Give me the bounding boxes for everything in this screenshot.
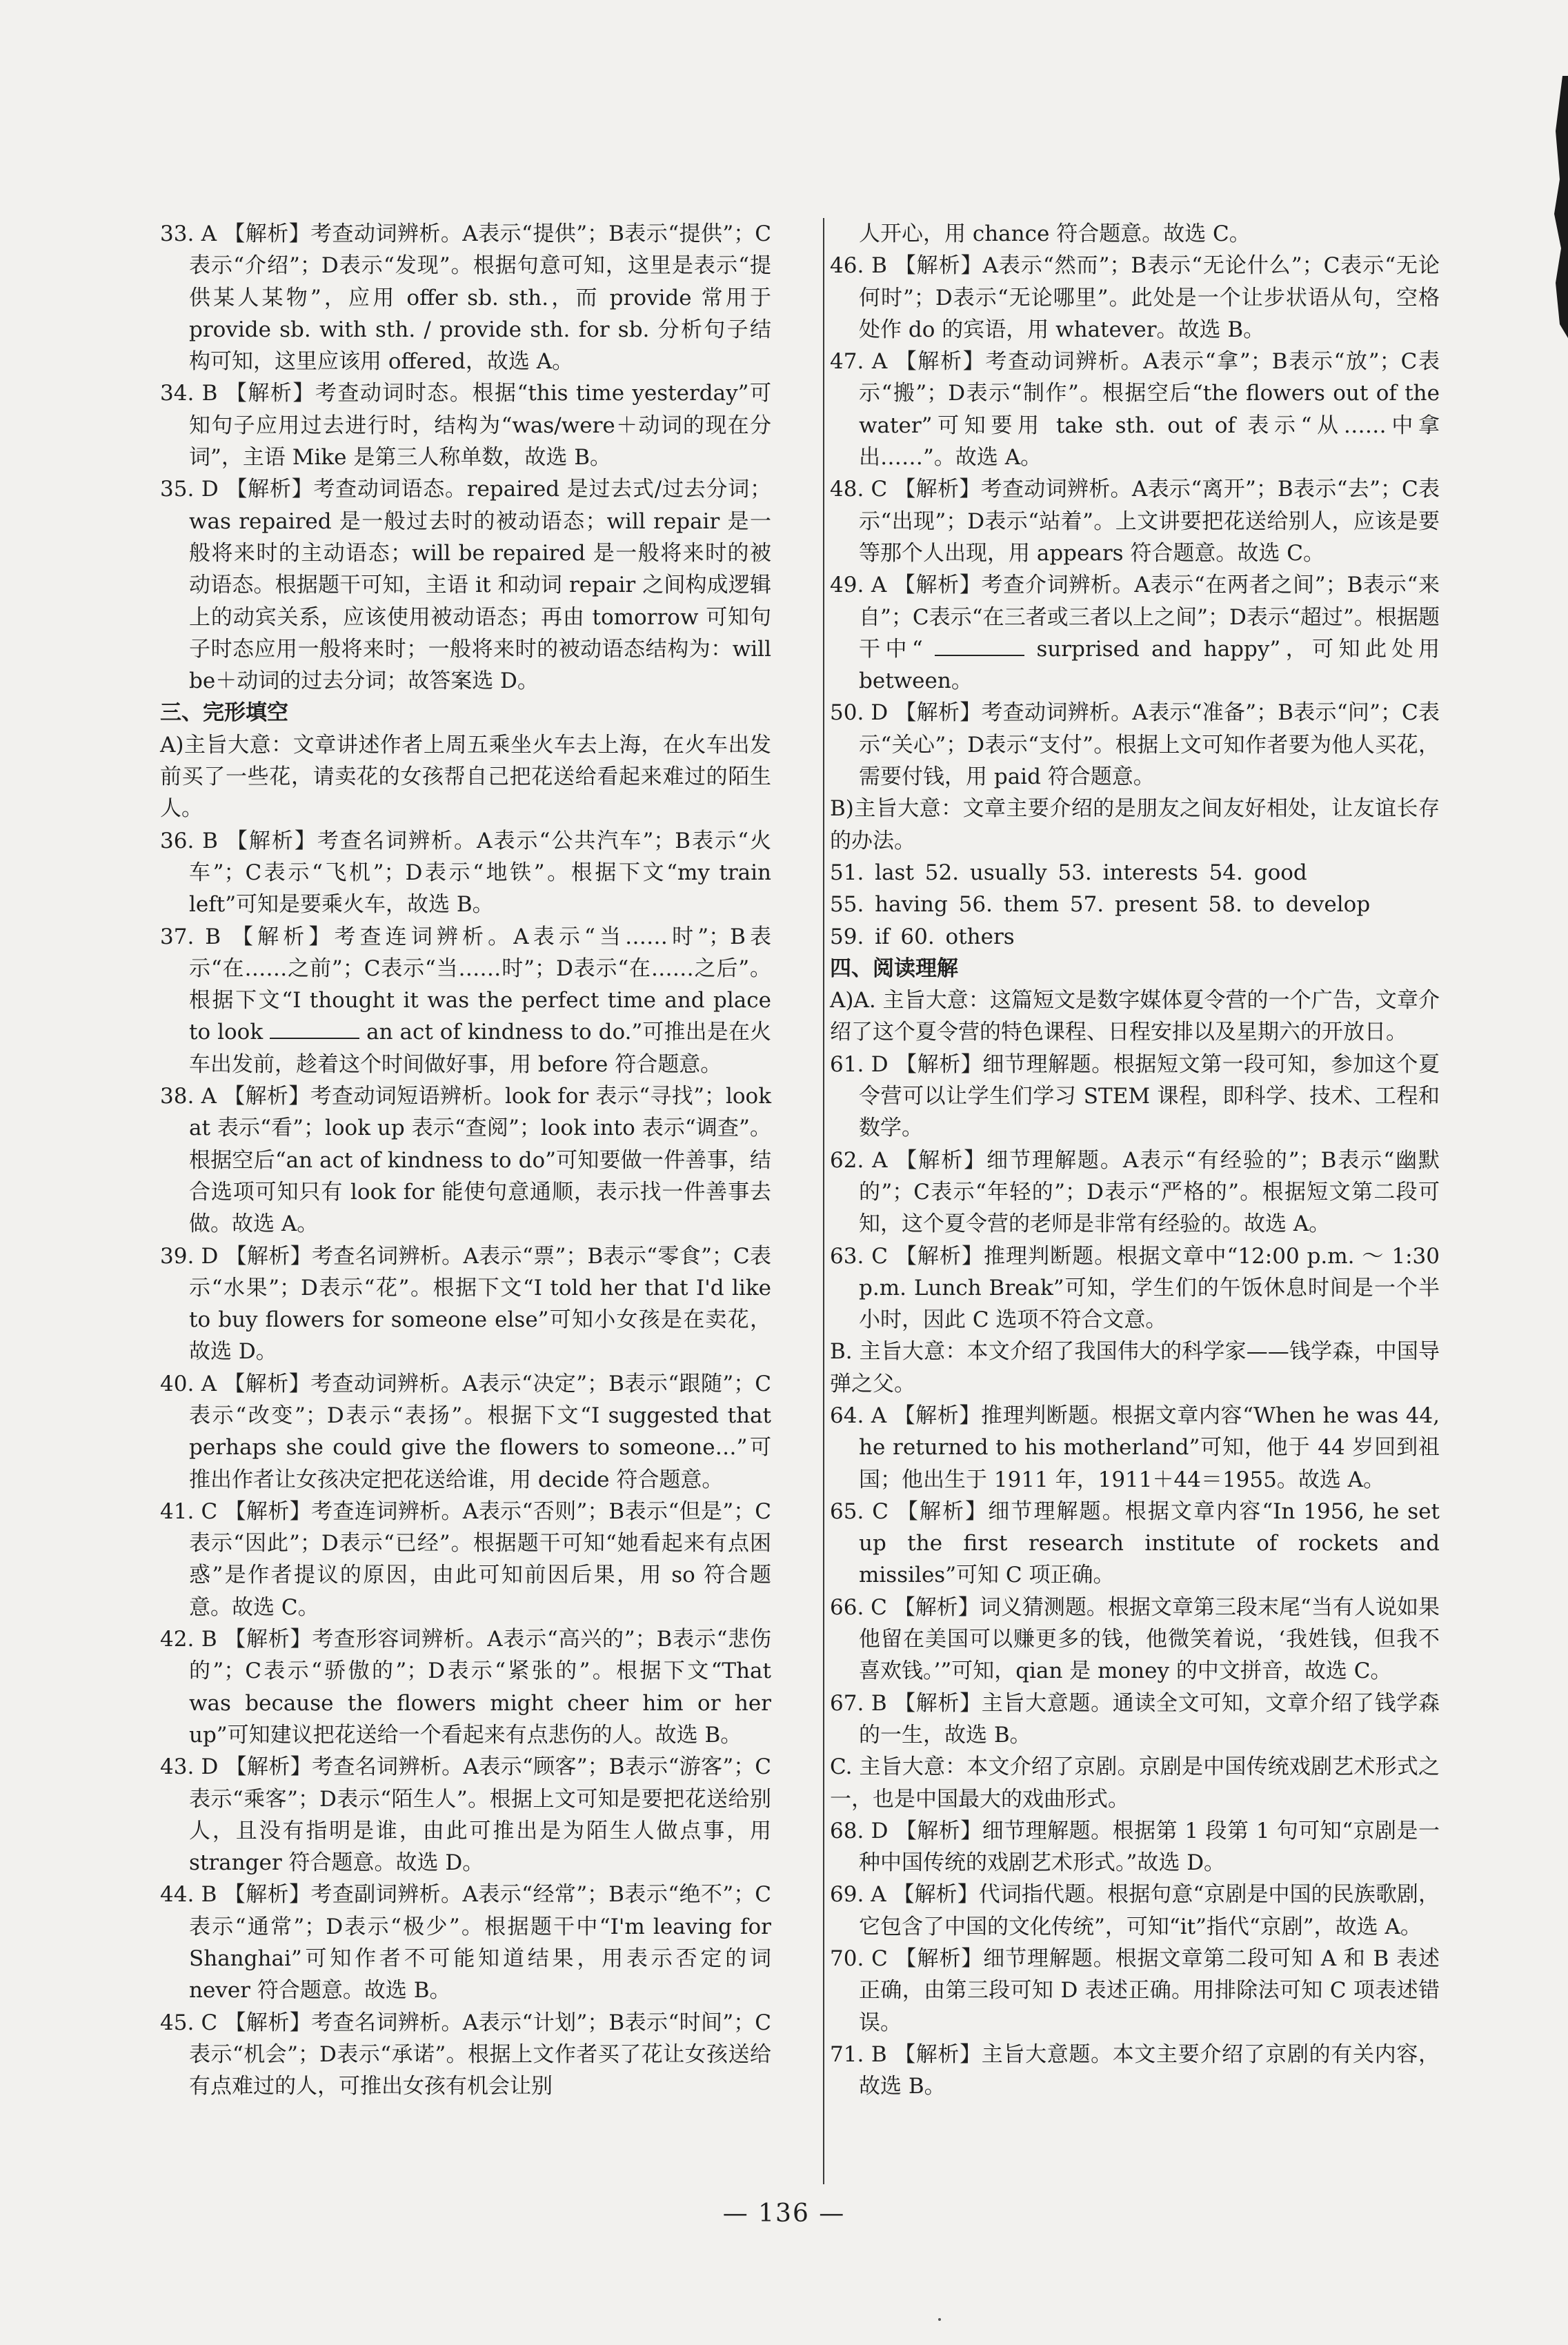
summary-paragraph: A)主旨大意：文章讲述作者上周五乘坐火车去上海，在火车出发前买了一些花，请卖花的女孩帮自己把花送给看起来难过的陌生人。 xyxy=(160,732,771,822)
answer-item xyxy=(160,921,771,1080)
answer-item: 35. D 【解析】考查动词语态。repaired 是过去式/过去分词；was repaired 是一般过去时的被动语态；will repair 是一般将来时的主动语态；will be repaired 是一般将来时的被动语态。根据题干可知，主语 it 和动词 repair 之间构成逻辑上的动宾关系，应该使用被动语态；再由 tomorrow 可知句子时态应用一般将来时；一般将来时的被动语态结构为：will be＋动词的过去分词；故答案选 D。 xyxy=(160,477,771,694)
answer-item: 41. C 【解析】考查连词辨析。A表示“否则”；B表示“但是”；C表示“因此”；D表示“已经”。根据题干可知“她看起来有点困惑”是作者提议的原因，由此可知前因后果，用 so 符合题意。故选 C。 xyxy=(160,1498,771,1620)
summary-paragraph: B)主旨大意：文章主要介绍的是朋友之间友好相处，让友谊长存的办法。 xyxy=(830,796,1440,853)
answer-item: 44. B 【解析】考查副词辨析。A表示“经常”；B表示“绝不”；C表示“通常”；D表示“极少”。根据题干中“I'm leaving for Shanghai”可知作者不可能知道结果，用表示否定的词 never 符合题意。故选 B。 xyxy=(160,1882,771,2003)
fill-blank xyxy=(270,1016,359,1039)
answer-item: 46. B 【解析】A表示“然而”；B表示“无论什么”；C表示“无论何时”；D表示“无论哪里”。此处是一个让步状语从句，空格处作 do 的宾语，用 whatever。故选 B。 xyxy=(830,253,1440,342)
answer-item: 34. B 【解析】考查动词时态。根据“this time yesterday”可知句子应用过去进行时，结构为“was/were＋动词的现在分词”，主语 Mike 是第三人称单数，故选 B。 xyxy=(160,381,771,471)
answer-text-after: surprised and happy”，可知此处用 between。 xyxy=(859,636,1440,694)
answer-item: 71. B 【解析】主旨大意题。本文主要介绍了京剧的有关内容，故选 B。 xyxy=(830,2041,1440,2099)
summary-paragraph: A)A. 主旨大意：这篇短文是数字媒体夏令营的一个广告，文章介绍了这个夏令营的特色课程、日程安排以及星期六的开放日。 xyxy=(830,988,1440,1045)
answer-item: 39. D 【解析】考查名词辨析。A表示“票”；B表示“零食”；C表示“水果”；D表示“花”。根据下文“I told her that I'd like to buy flowers for someone else”可知小女孩是在卖花，故选 D。 xyxy=(160,1243,771,1365)
answer-item: 40. A 【解析】考查动词辨析。A表示“决定”；B表示“跟随”；C表示“改变”；D表示“表扬”。根据下文“I suggested that perhaps she could give the flowers to someone…”可推出作者让女孩决定把花送给谁，用 decide 符合题意。 xyxy=(160,1371,771,1492)
answer-item: 45. C 【解析】考查名词辨析。A表示“计划”；B表示“时间”；C表示“机会”；D表示“承诺”。根据上文作者买了花让女孩送给有点难过的人，可推出女孩有机会让别 xyxy=(160,2010,771,2099)
answer-text-before: 49. A 【解析】考查介词辨析。A表示“在两者之间”；B表示“来自”；C表示“在三者或三者以上之间”；D表示“超过”。根据题干中“ xyxy=(830,573,1440,662)
page-number: — 136 — xyxy=(722,2199,846,2228)
section-heading: 三、完形填空 xyxy=(160,700,288,726)
right-column xyxy=(823,218,1440,2184)
answer-item: 64. A 【解析】推理判断题。根据文章内容“When he was 44, he returned to his motherland”可知，他于 44 岁回到祖国；他出生于 1911 年，1911＋44＝1955。故选 A。 xyxy=(830,1403,1440,1492)
answer-item: 43. D 【解析】考查名词辨析。A表示“顾客”；B表示“游客”；C表示“乘客”；D表示“陌生人”。根据上文可知是要把花送给别人，且没有指明是谁，由此可推出是为陌生人做点事，用 stranger 符合题意。故选 D。 xyxy=(160,1754,771,1876)
section-heading: 四、阅读理解 xyxy=(830,956,958,981)
answer-item: 67. B 【解析】主旨大意题。通读全文可知，文章介绍了钱学森的一生，故选 B。 xyxy=(830,1690,1440,1748)
answer-item: 61. D 【解析】细节理解题。根据短文第一段可知，参加这个夏令营可以让学生们学习 STEM 课程，即科学、技术、工程和数学。 xyxy=(830,1051,1440,1141)
summary-paragraph: C. 主旨大意：本文介绍了京剧。京剧是中国传统戏剧艺术形式之一，也是中国最大的戏曲形式。 xyxy=(830,1754,1440,1812)
fill-blank xyxy=(935,633,1024,656)
left-column xyxy=(160,218,771,2103)
answer-item: 38. A 【解析】考查动词短语辨析。look for 表示“寻找”；look at 表示“看”；look up 表示“查阅”；look into 表示“调查”。根据空后“an act of kindness to do”可知要做一件善事，结合选项可知只有 look for 能使句意通顺，表示找一件善事去做。故选 A。 xyxy=(160,1084,771,1237)
summary-paragraph: B. 主旨大意：本文介绍了我国伟大的科学家——钱学森，中国导弹之父。 xyxy=(830,1339,1440,1396)
answer-item: 42. B 【解析】考查形容词辨析。A表示“高兴的”；B表示“悲伤的”；C表示“骄傲的”；D表示“紧张的”。根据下文“That was because the flowers might cheer him or her up”可知建议把花送给一个看起来有点悲伤的人。故选 B。 xyxy=(160,1627,771,1748)
answer-item: 70. C 【解析】细节理解题。根据文章第二段可知 A 和 B 表述正确，由第三段可知 D 表述正确。用排除法可知 C 项表述错误。 xyxy=(830,1946,1440,2035)
answer-row: 51. last 52. usually 53. interests 54. good xyxy=(830,860,1307,885)
continued-text: 人开心，用 chance 符合题意。故选 C。 xyxy=(859,221,1251,246)
answer-item: 63. C 【解析】推理判断题。根据文章中“12:00 p.m. ～ 1:30 p.m. Lunch Break”可知，学生们的午饭休息时间是一个半小时，因此 C 选项不符合文意。 xyxy=(830,1243,1440,1333)
answer-row: 55. having 56. them 57. present 58. to develop xyxy=(830,892,1371,918)
binding-edge-mark xyxy=(1535,76,1568,338)
answer-item xyxy=(830,569,1440,697)
answer-item: 50. D 【解析】考查动词辨析。A表示“准备”；B表示“问”；C表示“关心”；D表示“支付”。根据上文可知作者要为他人买花，需要付钱，用 paid 符合题意。 xyxy=(830,700,1440,790)
answer-text-before: 37. B 【解析】考查连词辨析。A表示“当……时”；B表示“在……之前”；C表示“当……时”；D表示“在……之后”。根据下文“I thought it was the perfect time and place to look xyxy=(160,924,771,1045)
answer-item: 68. D 【解析】细节理解题。根据第 1 段第 1 句可知“京剧是一种中国传统的戏剧艺术形式。”故选 D。 xyxy=(830,1818,1440,1876)
answer-item: 69. A 【解析】代词指代题。根据句意“京剧是中国的民族歌剧，它包含了中国的文化传统”，可知“it”指代“京剧”，故选 A。 xyxy=(830,1882,1440,1939)
answer-item: 33. A 【解析】考查动词辨析。A表示“提供”；B表示“提供”；C表示“介绍”；D表示“发现”。根据句意可知，这里是表示“提供某人某物”，应用 offer sb. sth.，而 provide 常用于 provide sb. with sth. / provide sth. for sb. 分析句子结构可知，这里应该用 offered，故选 A。 xyxy=(160,221,771,375)
answer-item: 66. C 【解析】词义猜测题。根据文章第三段末尾“当有人说如果他留在美国可以赚更多的钱，他微笑着说，‘我姓钱，但我不喜欢钱。’”可知，qian 是 money 的中文拼音，故选 C。 xyxy=(830,1594,1440,1684)
answer-item: 47. A 【解析】考查动词辨析。A表示“拿”；B表示“放”；C表示“搬”；D表示“制作”。根据空后“the flowers out of the water”可知要用 take sth. out of 表示“从……中拿出……”。故选 A。 xyxy=(830,349,1440,471)
answer-text-after: an act of kindness to do.”可推出是在火车出发前，趁着这个时间做好事，用 before 符合题意。 xyxy=(189,1020,771,1077)
answer-item: 36. B 【解析】考查名词辨析。A表示“公共汽车”；B表示“火车”；C表示“飞机”；D表示“地铁”。根据下文“my train left”可知是要乘火车，故选 B。 xyxy=(160,828,771,918)
answer-row: 59. if 60. others xyxy=(830,924,1015,949)
print-dot xyxy=(938,2318,941,2321)
answer-item: 65. C 【解析】细节理解题。根据文章内容“In 1956, he set up the first research institute of rockets and missiles”可知 C 项正确。 xyxy=(830,1498,1440,1588)
answer-item: 48. C 【解析】考查动词辨析。A表示“离开”；B表示“去”；C表示“出现”；D表示“站着”。上文讲要把花送给别人，应该是要等那个人出现，用 appears 符合题意。故选 C。 xyxy=(830,477,1440,566)
answer-item: 62. A 【解析】细节理解题。A表示“有经验的”；B表示“幽默的”；C表示“年轻的”；D表示“严格的”。根据短文第二段可知，这个夏令营的老师是非常有经验的。故选 A。 xyxy=(830,1147,1440,1237)
